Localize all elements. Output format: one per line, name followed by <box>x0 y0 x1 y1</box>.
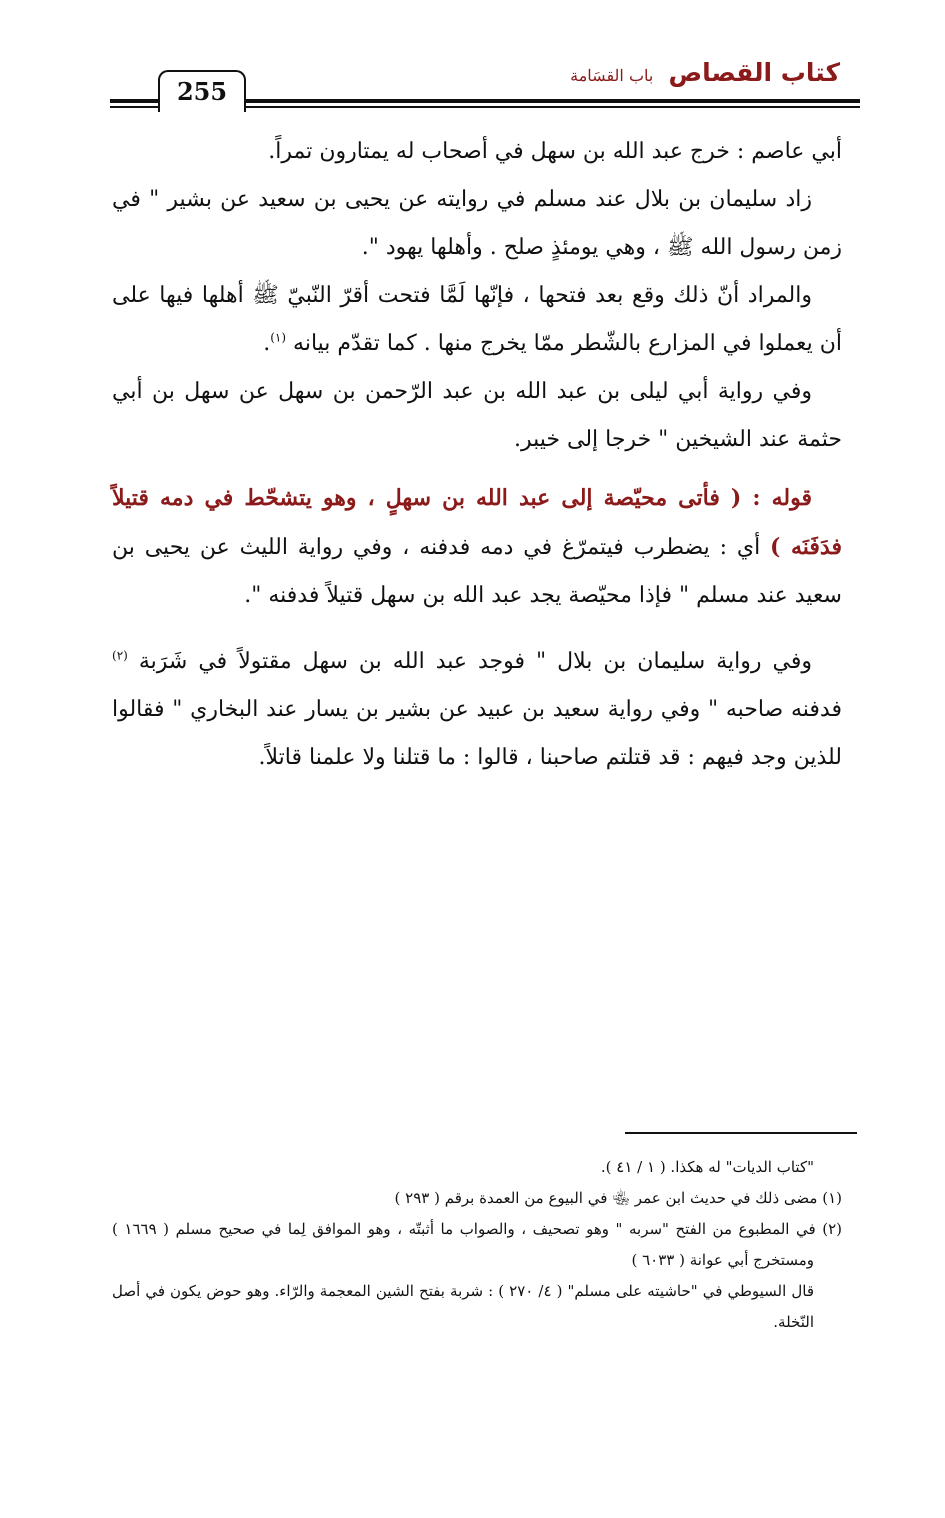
footnote-1: (١) مضى ذلك في حديث ابن عمر ﵄ في البيوع من العمدة برقم ( ٢٩٣ ) <box>394 1189 842 1207</box>
paragraph-1: أبي عاصم : خرج عبد الله بن سهل في أصحاب له يمتارون تمراً. <box>268 139 842 164</box>
paragraph-5 <box>112 474 842 620</box>
paragraph-5-text: أي : يضطرب فيتمرّغ في دمه فدفنه ، وفي رواية الليث عن يحيى بن سعيد عند مسلم " فإذا محيّصة يجد عبد الله بن سهل قتيلاً فدفنه ". <box>112 535 842 608</box>
footnote-separator <box>625 1132 857 1134</box>
paragraph-3 <box>112 272 842 368</box>
paragraph-6-text-a: وفي رواية سليمان بن بلال " فوجد عبد الله بن سهل مقتولاً في شَرَبة <box>138 649 812 674</box>
footnote-ref-1: (١) <box>270 330 287 345</box>
footnotes <box>112 1152 842 1338</box>
book-title: كتاب القصاص <box>668 58 840 87</box>
footnote-continuation: "كتاب الديات" له هكذا. ( ١ / ٤١ ). <box>600 1158 814 1176</box>
chapter-title: باب القسَامة <box>570 66 654 85</box>
footnote-2: (٢) في المطبوع من الفتح "سربه " وهو تصحيف ، والصواب ما أثبتّه ، وهو الموافق لِما في صحيح مسلم ( ١٦٦٩ ) ومستخرج أبي عوانة ( ٦٠٣٣ ) <box>112 1220 842 1269</box>
paragraph-6 <box>112 638 842 782</box>
paragraph-3-end: . <box>263 331 271 356</box>
header-title <box>570 58 840 87</box>
footnote-ref-2: (٢) <box>112 648 128 663</box>
page-number: 255 <box>158 70 246 112</box>
paragraph-6-text-b: فدفنه صاحبه " وفي رواية سعيد بن عبيد عن بشير بن يسار عند البخاري " فقالوا للذين وجد فيهم : قد قتلتم صاحبنا ، قالوا : ما قتلنا ولا علمنا قاتلاً. <box>112 697 842 770</box>
paragraph-4: وفي رواية أبي ليلى بن عبد الله بن عبد الرّحمن بن سهل عن سهل بن أبي حثمة عند الشيخين " خرجا إلى خيبر. <box>112 379 842 452</box>
page-header <box>110 52 860 112</box>
body-text <box>112 128 842 782</box>
paragraph-2: زاد سليمان بن بلال عند مسلم في روايته عن يحيى بن سعيد عن بشير " في زمن رسول الله ﷺ ، وهي يومئذٍ صلح . وأهلها يهود ". <box>112 187 842 260</box>
quoted-hadith: قوله : ( فأتى محيّصة إلى عبد الله بن سهلٍ ، وهو يتشحّط في دمه قتيلاً فدَفَنَه ) <box>112 485 842 560</box>
footnote-2-note: قال السيوطي في "حاشيته على مسلم" ( ٤/ ٢٧٠ ) : شربة بفتح الشين المعجمة والرّاء. وهو حوض يكون في أصل النّخلة. <box>112 1282 814 1331</box>
paragraph-3-text: والمراد أنّ ذلك وقع بعد فتحها ، فإنّها لَمَّا فتحت أقرّ النّبيّ ﷺ أهلها فيها على أن يعملوا في المزارع بالشّطر ممّا يخرج منها . كما تقدّم بيانه <box>112 283 842 356</box>
